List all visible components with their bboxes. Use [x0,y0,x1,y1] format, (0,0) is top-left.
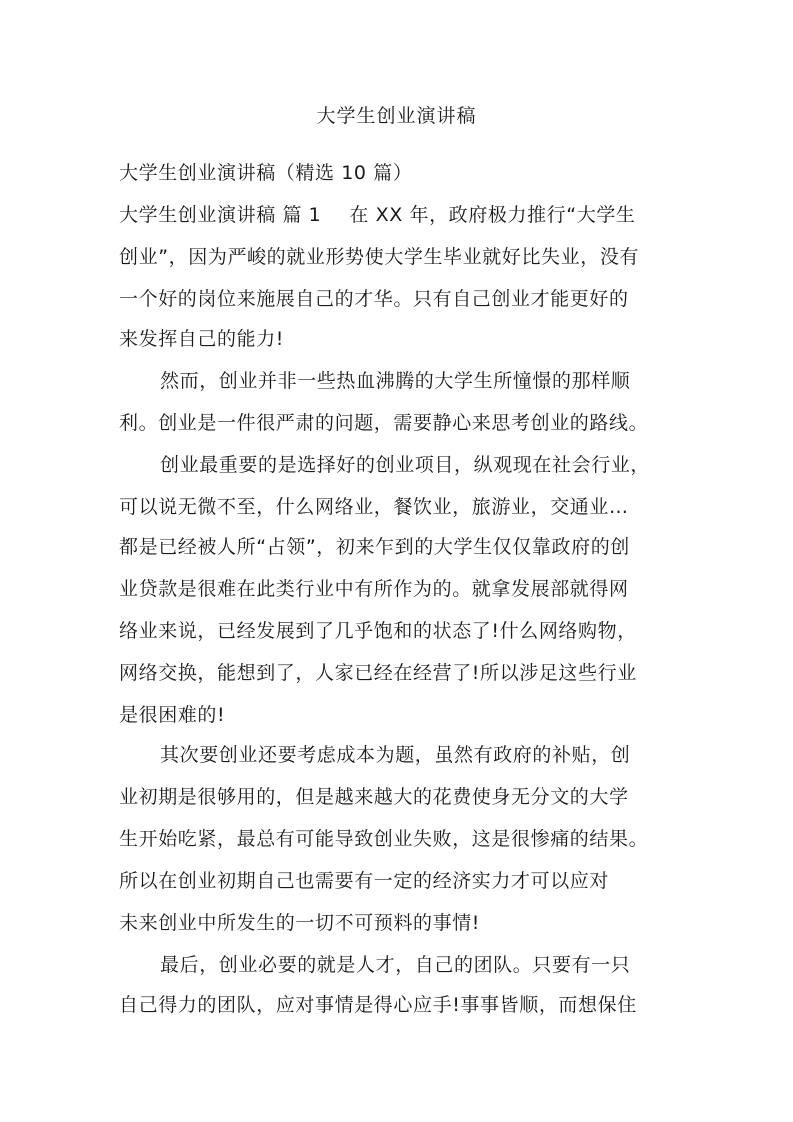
paragraph-line [119,201,679,229]
paragraph-line: 来发挥自己的能力! [119,328,285,350]
paragraph-line: 可以说无微不至，什么网络业，餐饮业，旅游业，交通业… [119,496,629,518]
paragraph-line: 生开始吃紧，最总有可能导致创业失败，这是很惨痛的结果。 [119,828,649,850]
paragraph-line: 未来创业中所发生的一切不可预料的事情! [119,912,481,934]
document-subtitle: 大学生创业演讲稿（精选 10 篇） [119,162,413,184]
paragraph-line: 业初期是很够用的，但是越来越大的花费使身无分文的大学 [119,786,629,808]
document-title: 大学生创业演讲稿 [316,105,477,127]
paragraph-line: 所以在创业初期自己也需要有一定的经济实力才可以应对 [119,870,610,892]
paragraph-line: 网络交换，能想到了，人家已经在经营了!所以涉足这些行业 [119,662,637,684]
paragraph-line: 络业来说，已经发展到了几乎饱和的状态了!什么网络购物， [119,620,637,642]
paragraph-line: 最后，创业必要的就是人才，自己的团队。只要有一只 [160,954,631,976]
paragraph-line: 是很困难的! [119,704,226,726]
paragraph-line: 自己得力的团队，应对事情是得心应手!事事皆顺，而想保住 [119,994,637,1016]
paragraph-line: 创业”，因为严峻的就业形势使大学生毕业就好比失业，没有 [119,246,640,268]
paragraph-line: 然而，创业并非一些热血沸腾的大学生所憧憬的那样顺 [160,370,631,392]
paragraph-line: 其次要创业还要考虑成本为题，虽然有政府的补贴，创 [160,744,631,766]
paragraph-text: 在 XX 年，政府极力推行“大学生 [349,204,636,226]
paragraph-line: 都是已经被人所“占领”，初来乍到的大学生仅仅靠政府的创 [119,536,630,558]
paragraph-line: 创业最重要的是选择好的创业项目，纵观现在社会行业， [160,454,651,476]
paragraph-line: 利。创业是一件很严肃的问题，需要静心来思考创业的路线。 [119,412,649,434]
section-heading: 大学生创业演讲稿 篇 1 [119,204,322,226]
paragraph-line: 一个好的岗位来施展自己的才华。只有自己创业才能更好的 [119,288,629,310]
paragraph-line: 业贷款是很难在此类行业中有所作为的。就拿发展部就得网 [119,578,629,600]
